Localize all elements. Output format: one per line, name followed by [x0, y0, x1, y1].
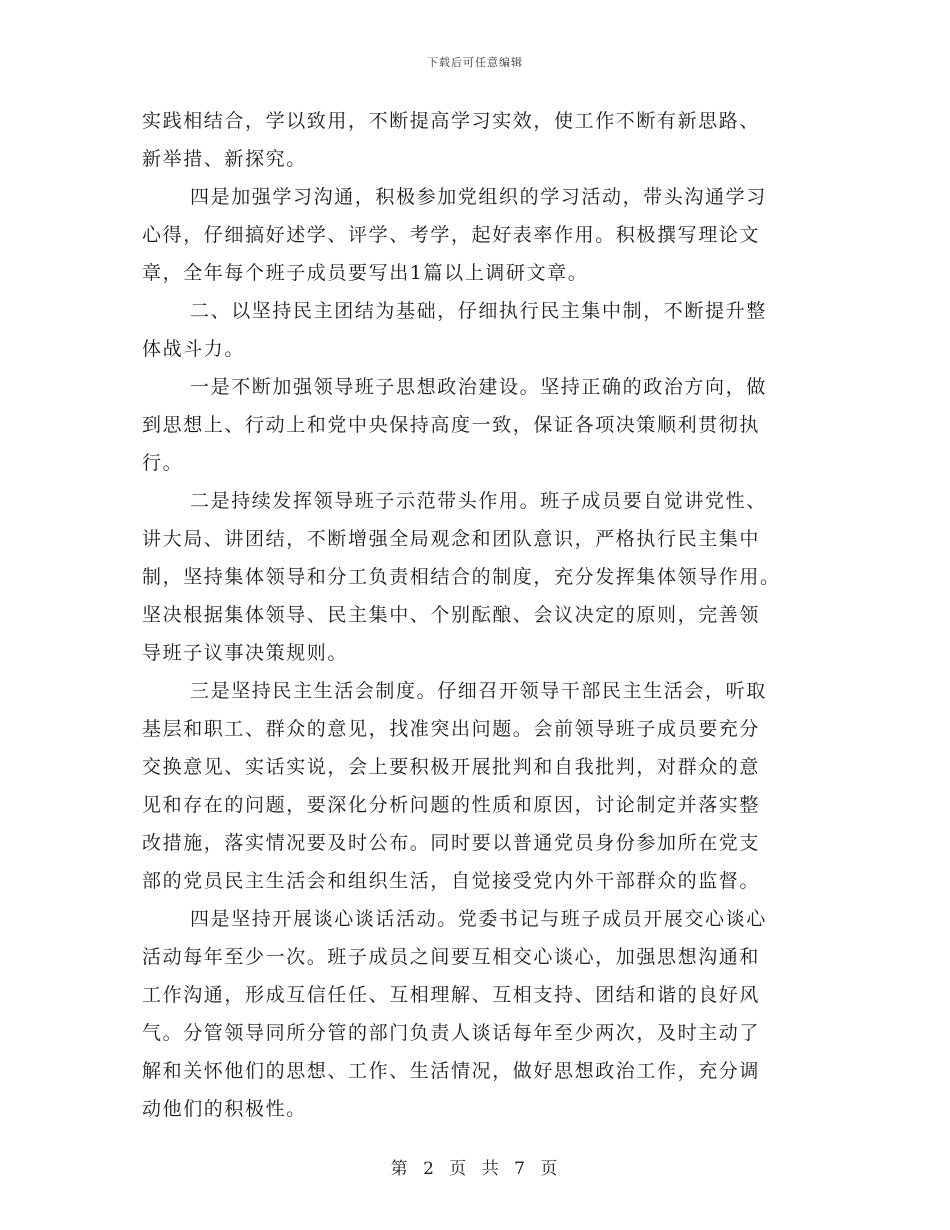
paragraph-first-line: 三是坚持民主生活会制度。仔细召开领导干部民主生活会，听取: [190, 680, 767, 702]
paragraph-line: 动他们的积极性。: [142, 1098, 307, 1120]
page-header-note: 下载后可任意编辑: [427, 56, 523, 69]
paragraph-line: 活动每年至少一次。班子成员之间要互相交心谈心，加强思想沟通和: [142, 946, 761, 968]
paragraph-line: 见和存在的问题，要深化分析问题的性质和原因，讨论制定并落实整: [142, 794, 761, 816]
paragraph-line: 基层和职工、群众的意见，找准突出问题。会前领导班子成员要充分: [142, 718, 761, 740]
paragraph-line: 导班子议事决策规则。: [142, 642, 349, 664]
paragraph-first-line: 四是加强学习沟通，积极参加党组织的学习活动，带头沟通学习: [190, 186, 767, 208]
page-number-footer: 第 2 页 共 7 页: [390, 1159, 560, 1179]
paragraph-line: 工作沟通，形成互信任任、互相理解、互相支持、团结和谐的良好风: [142, 984, 761, 1006]
section-heading-line: 体战斗力。: [142, 338, 246, 360]
paragraph-line: 实践相结合，学以致用，不断提高学习实效，使工作不断有新思路、: [142, 110, 761, 132]
paragraph-line: 章，全年每个班子成员要写出1篇以上调研文章。: [142, 262, 589, 284]
paragraph-line: 部的党员民主生活会和组织生活，自觉接受党内外干部群众的监督。: [142, 870, 761, 892]
paragraph-line: 心得，仔细搞好述学、评学、考学，起好表率作用。积极撰写理论文: [142, 224, 761, 246]
paragraph-line: 坚决根据集体领导、民主集中、个别酝酿、会议决定的原则，完善领: [142, 604, 761, 626]
paragraph-first-line: 二是持续发挥领导班子示范带头作用。班子成员要自觉讲党性、: [190, 490, 767, 512]
paragraph-line: 讲大局、讲团结，不断增强全局观念和团队意识，严格执行民主集中: [142, 528, 761, 550]
paragraph-line: 到思想上、行动上和党中央保持高度一致，保证各项决策顺利贯彻执: [142, 414, 761, 436]
paragraph-line: 气。分管领导同所分管的部门负责人谈话每年至少两次，及时主动了: [142, 1022, 761, 1044]
paragraph-line: 行。: [142, 452, 184, 474]
document-body: [142, 102, 807, 1128]
paragraph-line: 改措施，落实情况要及时公布。同时要以普通党员身份参加所在党支: [142, 832, 761, 854]
paragraph-line: 新举措、新探究。: [142, 148, 307, 170]
paragraph-first-line: 四是坚持开展谈心谈话活动。党委书记与班子成员开展交心谈心: [190, 908, 767, 930]
paragraph-first-line: 一是不断加强领导班子思想政治建设。坚持正确的政治方向，做: [190, 376, 767, 398]
paragraph-line: 交换意见、实话实说，会上要积极开展批判和自我批判，对群众的意: [142, 756, 761, 778]
section-heading-line: 二、以坚持民主团结为基础，仔细执行民主集中制，不断提升整: [190, 300, 767, 322]
paragraph-line: 解和关怀他们的思想、工作、生活情况，做好思想政治工作，充分调: [142, 1060, 761, 1082]
paragraph-line: 制，坚持集体领导和分工负责相结合的制度，充分发挥集体领导作用。: [142, 566, 781, 588]
